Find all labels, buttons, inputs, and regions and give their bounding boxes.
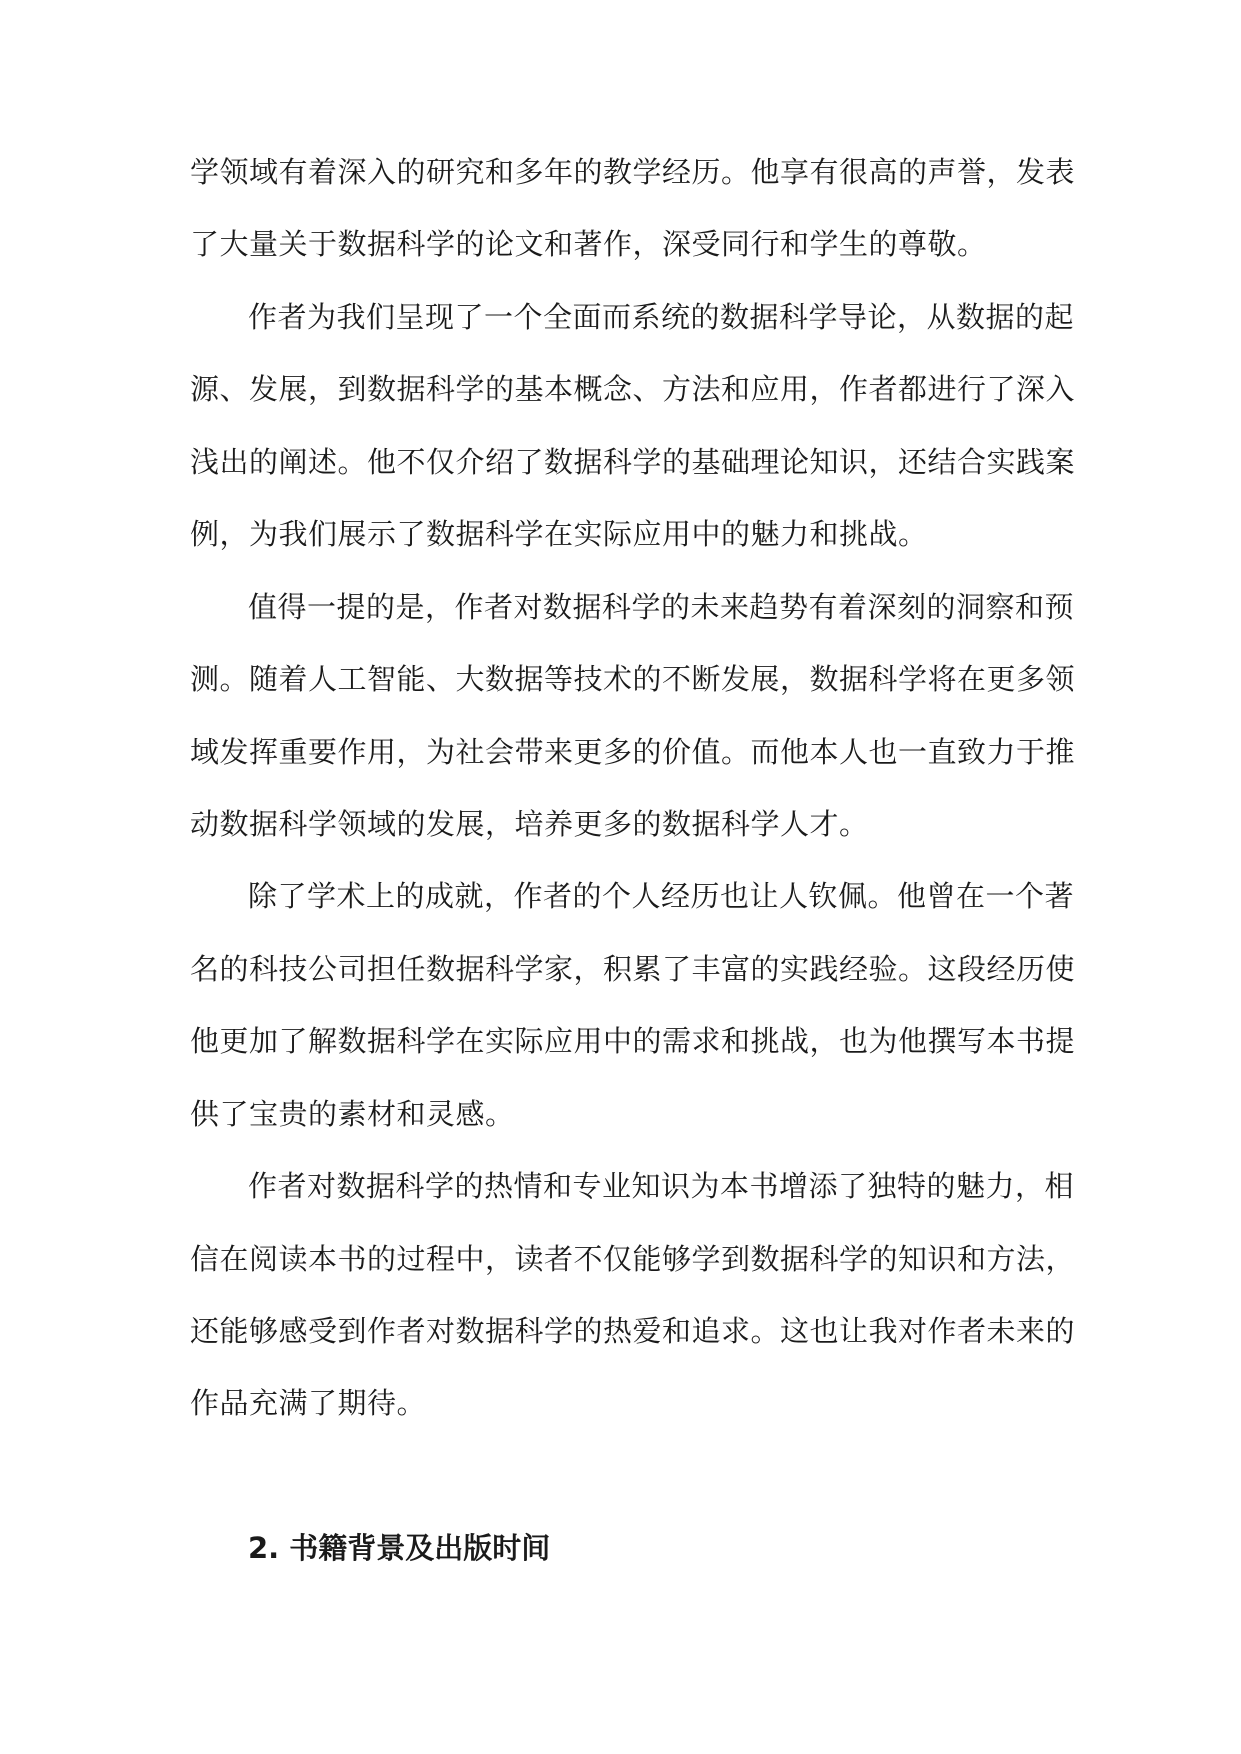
paragraph-line: 例，为我们展示了数据科学在实际应用中的魅力和挑战。 [190, 517, 928, 551]
paragraph-line: 还能够感受到作者对数据科学的热爱和追求。这也让我对作者未来的 [190, 1314, 1076, 1348]
paragraph-line: 他更加了解数据科学在实际应用中的需求和挑战，也为他撰写本书提 [190, 1024, 1076, 1058]
paragraph-line: 了大量关于数据科学的论文和著作，深受同行和学生的尊敬。 [190, 227, 987, 261]
paragraph-line: 名的科技公司担任数据科学家，积累了丰富的实践经验。这段经历使 [190, 952, 1076, 986]
paragraph-line: 域发挥重要作用，为社会带来更多的价值。而他本人也一直致力于推 [190, 735, 1076, 769]
paragraph-line: 作品充满了期待。 [190, 1386, 427, 1420]
paragraph-line: 供了宝贵的素材和灵感。 [190, 1097, 515, 1131]
paragraph-line: 信在阅读本书的过程中，读者不仅能够学到数据科学的知识和方法， [190, 1242, 1076, 1276]
paragraph-line: 测。随着人工智能、大数据等技术的不断发展，数据科学将在更多领 [190, 662, 1076, 696]
paragraph-line: 值得一提的是，作者对数据科学的未来趋势有着深刻的洞察和预 [248, 590, 1075, 624]
paragraph-line: 源、发展，到数据科学的基本概念、方法和应用，作者都进行了深入 [190, 372, 1076, 406]
paragraph-line: 除了学术上的成就，作者的个人经历也让人钦佩。他曾在一个著 [248, 879, 1075, 913]
paragraph-line: 学领域有着深入的研究和多年的教学经历。他享有很高的声誉，发表 [190, 155, 1076, 189]
paragraph-line: 动数据科学领域的发展，培养更多的数据科学人才。 [190, 807, 869, 841]
section-heading: 2. 书籍背景及出版时间 [248, 1531, 551, 1565]
paragraph-line: 作者为我们呈现了一个全面而系统的数据科学导论，从数据的起 [248, 300, 1075, 334]
paragraph-line: 浅出的阐述。他不仅介绍了数据科学的基础理论知识，还结合实践案 [190, 445, 1076, 479]
paragraph-line: 作者对数据科学的热情和专业知识为本书增添了独特的魅力，相 [248, 1169, 1075, 1203]
